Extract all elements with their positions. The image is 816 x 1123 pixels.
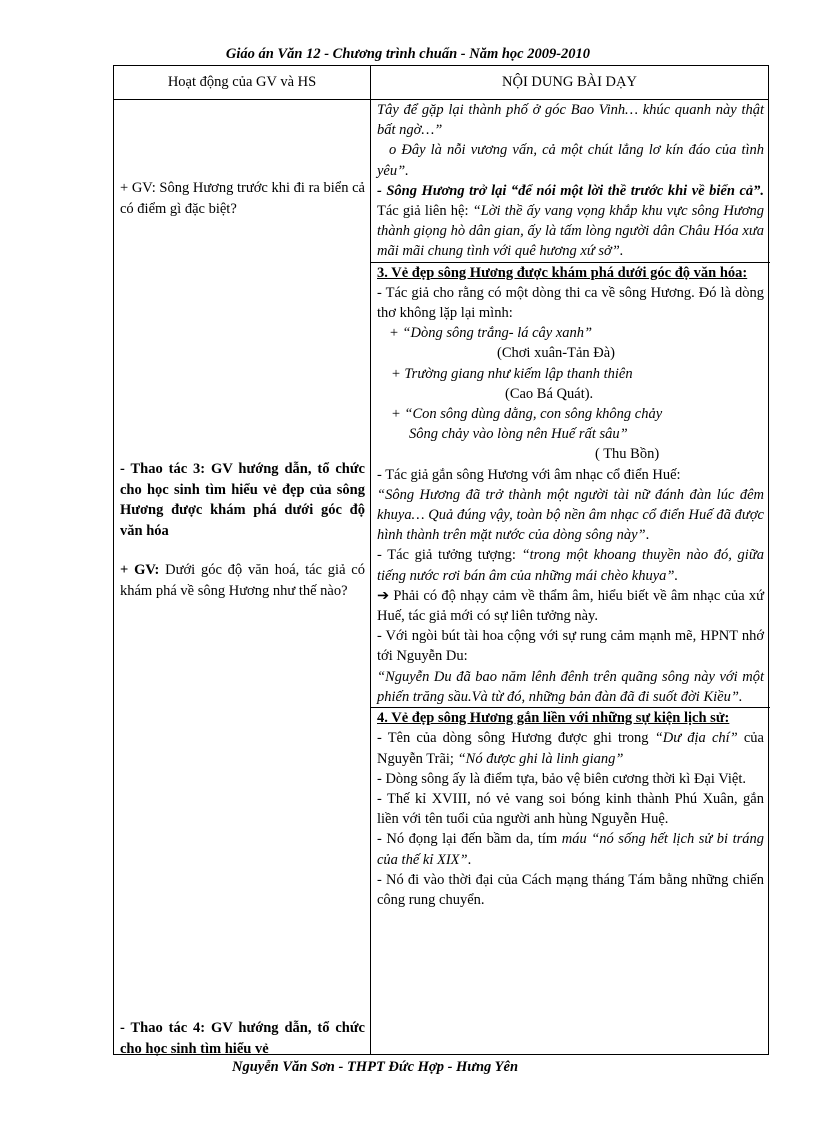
content-text: - Nó đọng lại đến bầm da, tím [377,831,562,848]
content-text: - Tên của dòng sông Hương được ghi trong [377,730,655,747]
content-line: - Nó đi vào thời đại của Cách mạng tháng Tám bằng những chiến công rung chuyển. [377,871,764,908]
content-text: Tác giả liên hệ: [377,203,473,220]
poem-line: + “Dòng sông trắng- lá cây xanh” [389,325,593,342]
content-line: - Tác giả cho rằng có một dòng thi ca về sông Hương. Đó là dòng thơ không lặp lại mình: [377,284,764,322]
content-quote: “Nguyễn Du đã bao năm lênh đênh trên quãng sông này với một phiến trăng sầu.Và từ đó, những bản đàn đã đi suốt đời Kiều”. [377,668,764,705]
content-line: - Tác giả gắn sông Hương với âm nhạc cổ điển Huế: [377,466,681,483]
content-line [377,829,764,869]
section-3-title: 3. Vẻ đẹp sông Hương được khám phá dưới góc độ văn hóa: [377,264,748,281]
content-quote: “Lời thề ấy vang vọng khắp khu vực sông Hương thành giọng hò dân gian, ấy là tấm lòng người dân Châu Hóa xưa mãi mãi chung tình với quê hương xứ sở”. [377,203,764,260]
content-line: Tây để gặp lại thành phố ở góc Bao Vinh… khúc quanh này thật bất ngờ…” [377,102,764,139]
poem-source: ( Thu Bồn) [595,446,660,463]
poem-line: + Trường giang như kiếm lập thanh thiên [391,365,633,382]
content-line [377,545,764,585]
content-emphasis: - Sông Hương trở lại “để nói một lời thề trước khi về biển cả”. [377,182,764,199]
poem-source: (Cao Bá Quát). [505,385,594,402]
section-4 [371,707,770,728]
section-3 [371,262,770,283]
content-line: - Thế kỉ XVIII, nó vẻ vang soi bóng kinh thành Phú Xuân, gắn liền với tên tuổi của người anh hùng Nguyễn Huệ. [377,790,764,828]
table-header-row [114,66,768,100]
content-line: - Với ngòi bút tài hoa cộng với sự rung cảm mạnh mẽ, HPNT nhớ tới Nguyễn Du: [377,628,764,665]
column-header-content: NỘI DUNG BÀI DẠY [502,74,637,90]
poem-line: + “Con sông dùng dằng, con sông không chảy [391,406,663,423]
activity-step-3: - Thao tác 3: GV hướng dẫn, tổ chức cho học sinh tìm hiểu vẻ đẹp của sông Hương được khám phá dưới góc độ văn hóa [120,461,365,539]
content-quote: máu “nó sống hết lịch sử bi tráng của thế kỉ XIX” [377,831,764,868]
teacher-question-2-text: Dưới góc độ văn hoá, tác giả có khám phá về sông Hương như thế nào? [120,562,365,599]
teacher-question-2 [120,560,365,601]
content-text: của Nguyễn Trãi; [377,730,764,767]
content-column [377,100,764,910]
content-quote: “Sông Hương đã trở thành một người tài nữ đánh đàn lúc đêm khuya… Quả đúng vậy, toàn bộ nền âm nhạc cổ điển Huế đã được hình thành trên mặt nước của dòng sông này” [377,486,764,544]
content-line: ➔ Phải có độ nhạy cảm về thẩm âm, hiểu biết về âm nhạc của xứ Huế, tác giả mới có sự liên tưởng này. [377,587,764,625]
section-4-title: 4. Vẻ đẹp sông Hương gắn liền với những sự kiện lịch sử: [377,710,730,727]
column-header-activities: Hoạt động của GV và HS [167,74,317,90]
content-quote: “Nó được ghi là linh giang” [457,750,624,767]
lesson-table [113,65,769,1055]
teacher-question-1: + GV: Sông Hương trước khi đi ra biển cả có điểm gì đặc biệt? [120,180,365,217]
poem-source: (Chơi xuân-Tản Đà) [497,345,615,362]
content-line [377,181,764,262]
page-header: Giáo án Văn 12 - Chương trình chuẩn - Năm học 2009-2010 [225,46,591,62]
content-line [377,728,764,768]
content-text: . [467,851,472,868]
activity-step-4: - Thao tác 4: GV hướng dẫn, tổ chức cho học sinh tìm hiểu vẻ [120,1020,365,1057]
poem-line: Sông chảy vào lòng nên Huế rất sâu” [409,426,628,443]
content-line: o Đây là nỗi vương vấn, cả một chút lẳng lơ kín đáo của tình yêu”. [377,142,764,179]
teacher-label: + GV: [120,562,160,578]
content-line [377,485,764,546]
content-text: . [645,527,650,544]
content-quote: “trong một khoang thuyền nào đó, giữa tiếng nước rơi bán âm của những mái chèo khuya”. [377,547,764,584]
page-footer: Nguyễn Văn Sơn - THPT Đức Hợp - Hưng Yên [232,1059,519,1075]
content-text: - Tác giả tưởng tượng: [377,547,522,564]
content-line: - Dòng sông ấy là điểm tựa, bảo vệ biên cương thời kì Đại Việt. [377,770,746,787]
content-quote: “Dư địa chí” [654,730,738,747]
column-divider [370,66,371,1054]
